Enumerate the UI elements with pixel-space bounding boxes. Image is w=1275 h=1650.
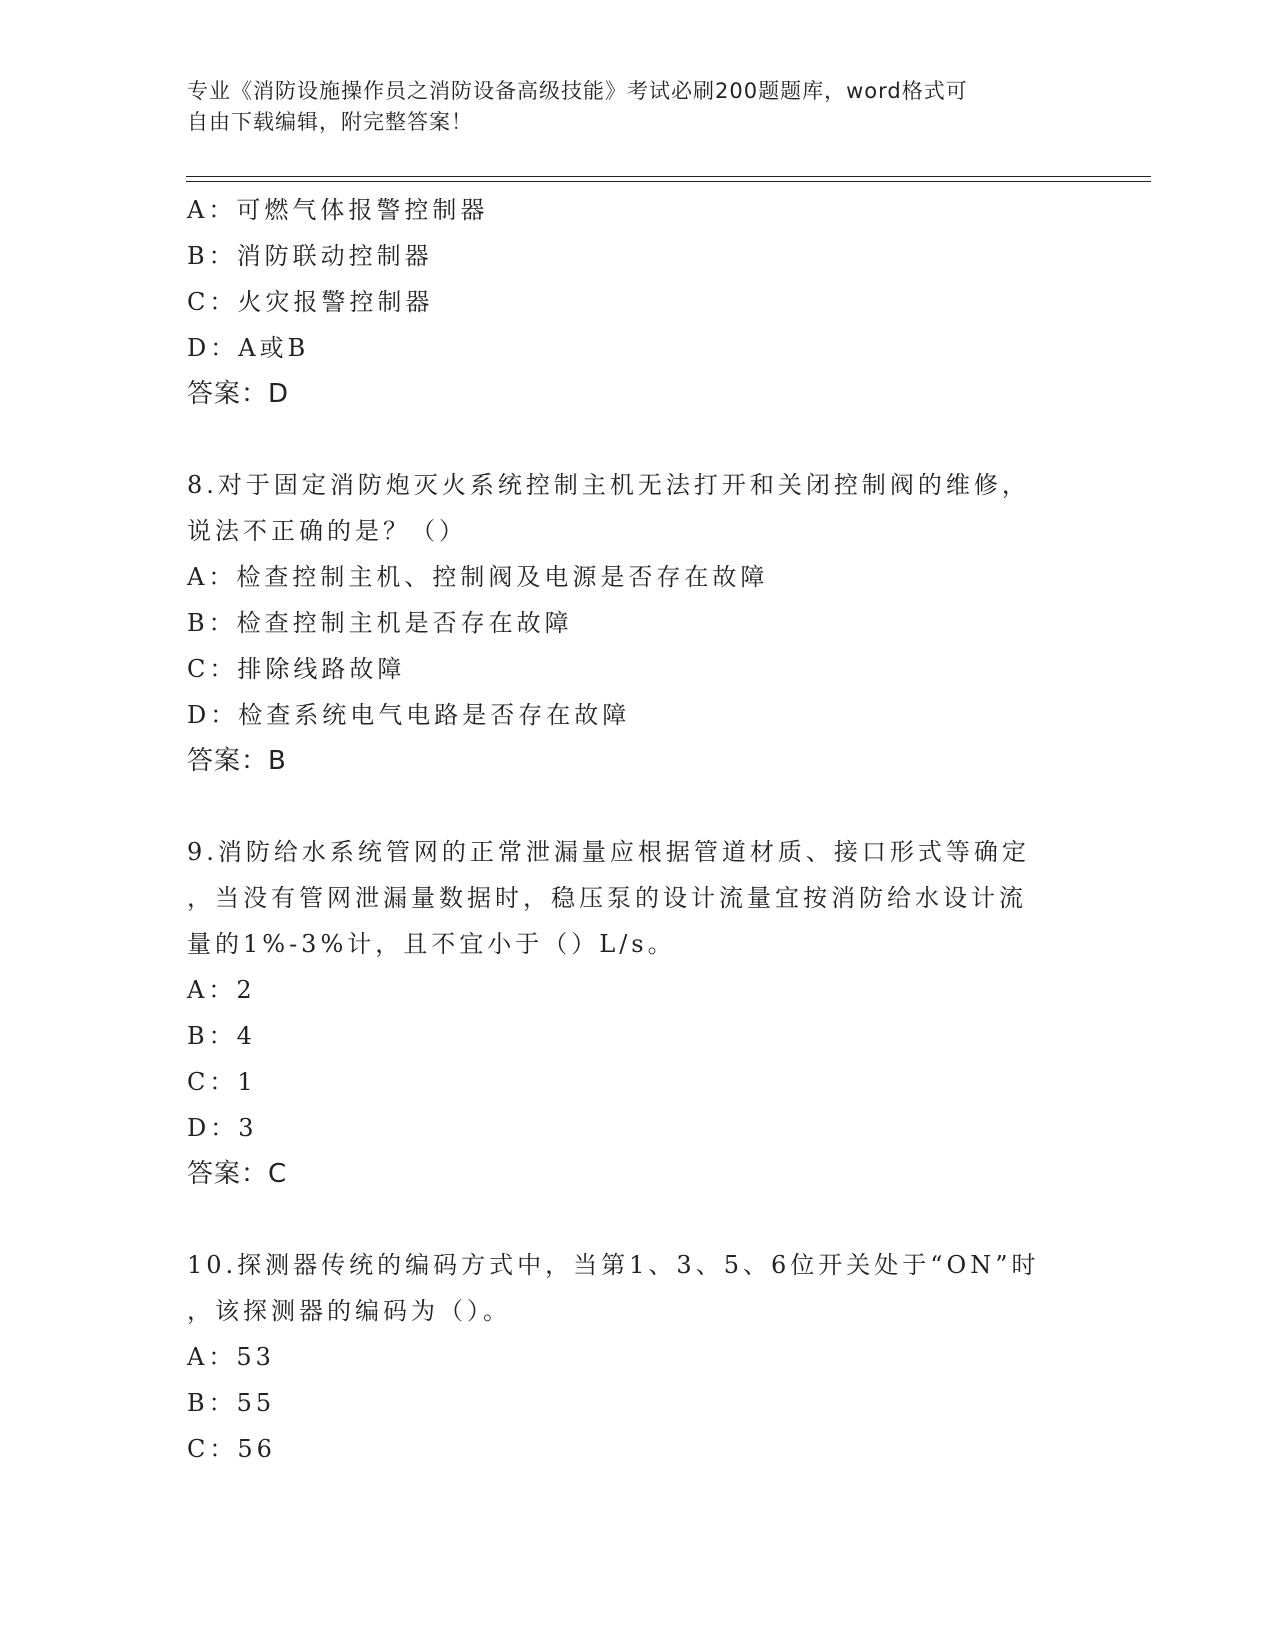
question-spacer	[187, 417, 1067, 462]
question-8-block	[187, 462, 1067, 784]
header-divider-bottom	[186, 181, 1151, 182]
question-7-option-b: B：消防联动控制器	[187, 242, 433, 270]
question-9-block	[187, 829, 1067, 1197]
question-7-answer: 答案：D	[187, 379, 290, 409]
question-10-stem-line-1: 10.探测器传统的编码方式中，当第1、3、5、6位开关处于“ON”时	[187, 1251, 1040, 1279]
header-line-1: 专业《消防设施操作员之消防设备高级技能》考试必刷200题题库，word格式可	[187, 79, 968, 103]
question-9-option-d: D：3	[187, 1114, 258, 1142]
question-9-option-a: A：2	[187, 976, 256, 1004]
question-7-option-a: A：可燃气体报警控制器	[187, 196, 489, 224]
header-divider-top	[186, 176, 1151, 177]
question-9-answer: 答案：C	[187, 1159, 288, 1189]
question-7-option-d: D：A或B	[187, 334, 310, 362]
question-8-stem-line-2: 说法不正确的是？（）	[187, 517, 467, 545]
question-spacer	[187, 784, 1067, 829]
header-line-2: 自由下载编辑，附完整答案！	[187, 110, 473, 134]
question-9-option-b: B：4	[187, 1022, 256, 1050]
question-10-option-c: C：56	[187, 1435, 276, 1463]
question-10-option-b: B：55	[187, 1389, 276, 1417]
question-10-stem-line-2: ，该探测器的编码为（）。	[187, 1297, 511, 1325]
question-list	[187, 187, 1067, 1472]
question-7-option-c: C：火灾报警控制器	[187, 288, 434, 316]
question-9-stem-line-1: 9.消防给水系统管网的正常泄漏量应根据管道材质、接口形式等确定	[187, 838, 1030, 866]
question-9-option-c: C：1	[187, 1068, 257, 1096]
question-8-option-a: A：检查控制主机、控制阀及电源是否存在故障	[187, 563, 769, 591]
question-9-stem-line-3: 量的1%-3%计，且不宜小于（）L/s。	[187, 930, 676, 958]
question-7-block	[187, 187, 1067, 417]
question-10-block	[187, 1242, 1067, 1472]
question-8-stem-line-1: 8.对于固定消防炮灭火系统控制主机无法打开和关闭控制阀的维修，	[187, 471, 1030, 499]
question-10-option-a: A：53	[187, 1343, 275, 1371]
question-8-option-d: D：检查系统电气电路是否存在故障	[187, 701, 631, 729]
question-spacer	[187, 1197, 1067, 1242]
question-8-option-b: B：检查控制主机是否存在故障	[187, 609, 573, 637]
question-8-option-c: C：排除线路故障	[187, 655, 406, 683]
document-header	[187, 76, 1057, 138]
question-8-answer: 答案：B	[187, 746, 287, 776]
question-9-stem-line-2: ，当没有管网泄漏量数据时，稳压泵的设计流量宜按消防给水设计流	[187, 884, 1027, 912]
